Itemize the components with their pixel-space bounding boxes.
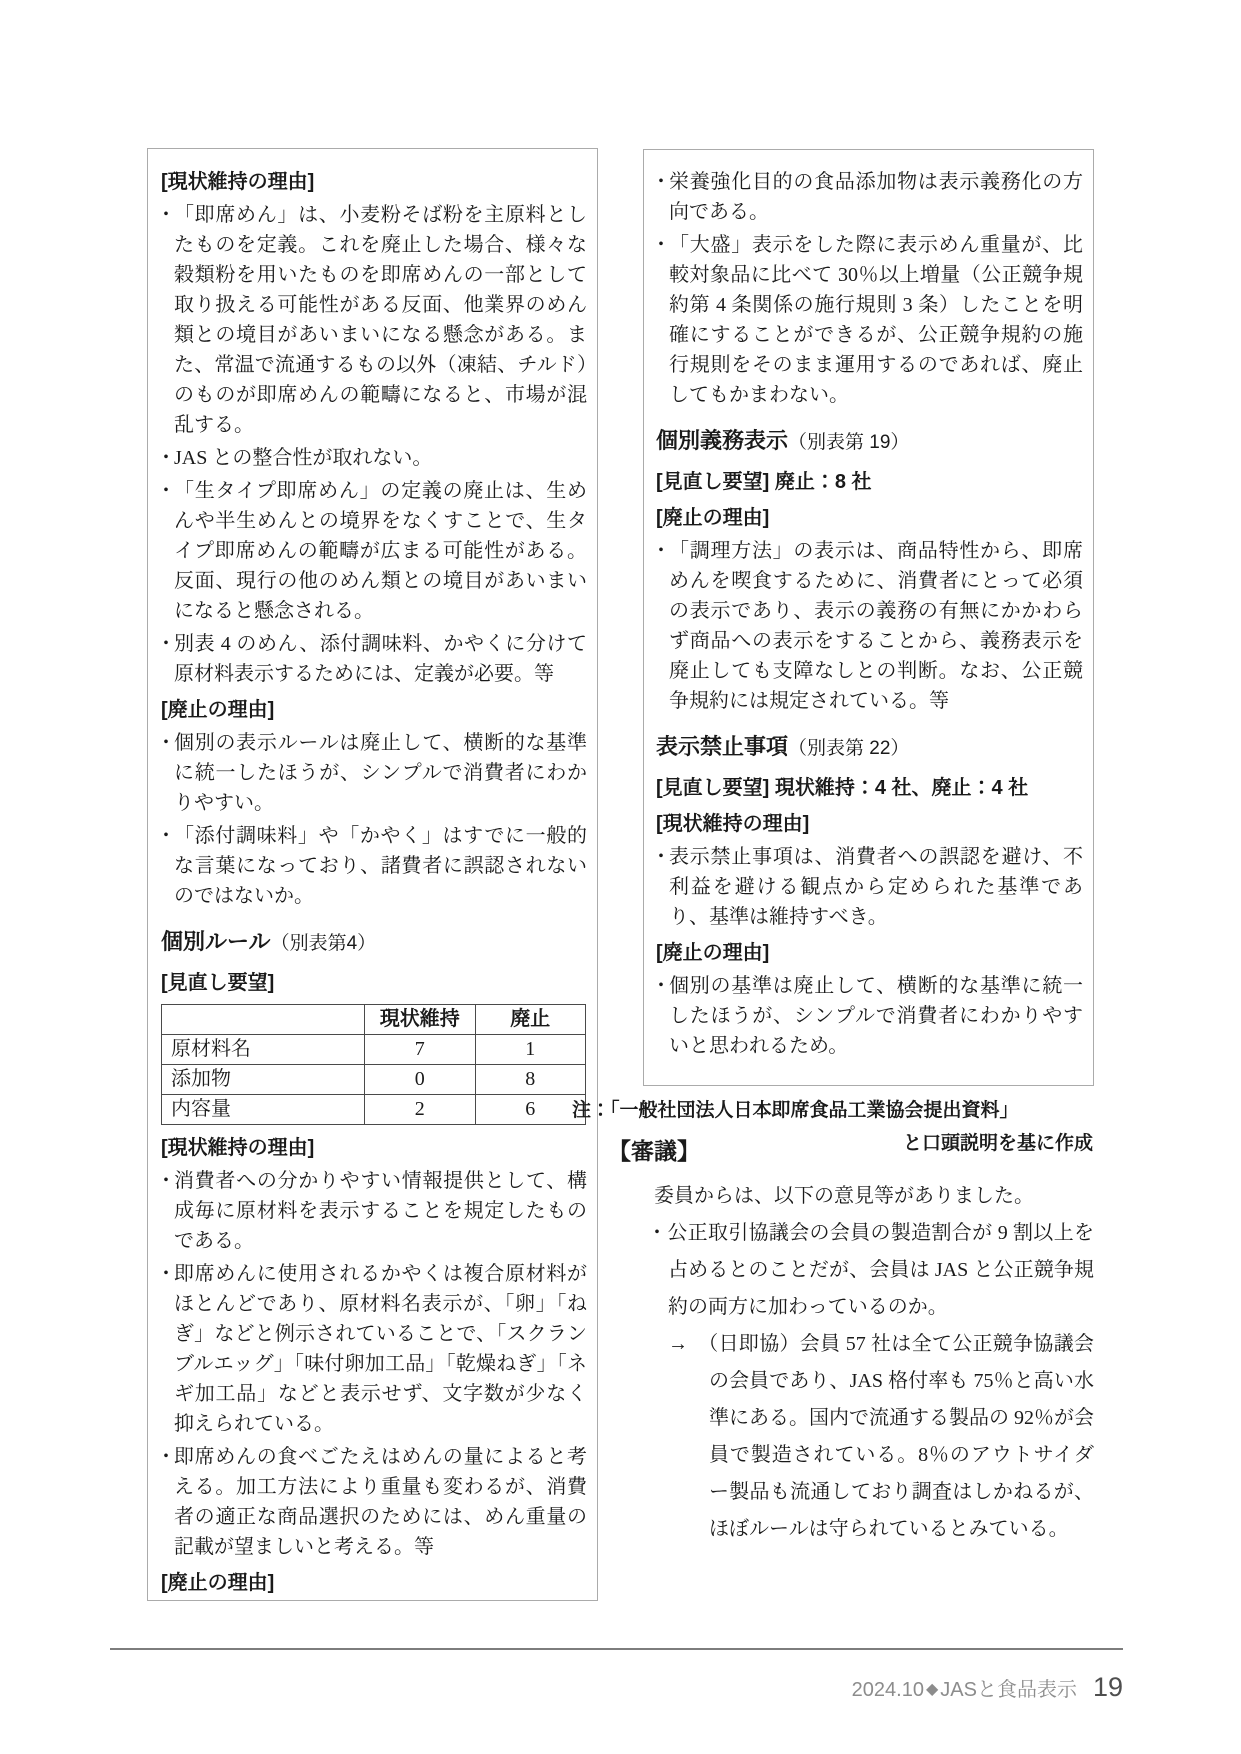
bracket-header: [廃止の理由] [656,507,770,529]
source-note-line1: 注：「一般社団法人日本即席食品工業協会提出資料」 [572,1100,1019,1121]
bullet-item [156,821,587,911]
bullet-text: 即席めんの食べごたえはめんの量によると考える。加工方法により重量も変わるが、消費者の適正な商品選択のためには、めん重量の記載が望ましいと考える。等 [174,1446,587,1558]
bullet-dot: ・ [651,975,671,997]
value-cell: 1 [475,1035,586,1065]
bullet-dot: ・ [156,825,176,847]
bullet-item [156,200,587,440]
table-header-cell: 現状維持 [365,1005,476,1035]
value-cell: 0 [365,1065,476,1095]
bullet-dot: ・ [156,633,176,655]
bracket-header: [見直し要望] 廃止：8 社 [656,471,872,493]
bullet-dot: ・ [156,204,176,226]
section-suffix: （別表第4） [270,933,377,954]
deliberation-response [608,1326,1094,1548]
bullet-item [651,167,1083,227]
bracket-header: [現状維持の理由] [161,1137,315,1159]
bracket-header: [現状維持の理由] [656,813,810,835]
section-title: 表示禁止事項 [656,734,789,759]
bullet-item [156,1259,587,1439]
value-cell: 2 [365,1095,476,1125]
bracket-header: [見直し要望] 現状維持：4 社、廃止：4 社 [656,777,1029,799]
bullet-text: 表示禁止事項は、消費者への誤認を避け、不利益を避ける観点から定められた基準であり、基準は維持すべき。 [669,846,1083,928]
bracket-header: [廃止の理由] [161,699,275,721]
bullet-dot: ・ [651,234,671,256]
deliberation-intro: 委員からは、以下の意見等がありました。 [654,1185,1034,1207]
bullet-item [156,443,587,473]
footer-publication: JASと食品表示 [940,1679,1077,1701]
bullet-text: 個別の基準は廃止して、横断的な基準に統一したほうが、シンプルで消費者にわかりやすいと思われるため。 [669,975,1083,1057]
bullet-text: 別表 4 のめん、添付調味料、かやくに分けて原材料表示するためには、定義が必要。等 [174,633,587,685]
bullet-dot: ・ [156,447,176,469]
bullet-text: 栄養強化目的の食品添加物は表示義務化の方向である。 [669,171,1083,223]
section-suffix: （別表第 19） [788,432,910,453]
bracket-header: [見直し要望] [161,972,275,994]
section-title: 個別義務表示 [656,428,789,453]
bracket-header: [廃止の理由] [161,1572,275,1594]
bullet-dot: ・ [651,846,671,868]
table-row [162,1065,586,1095]
bullet-text: 個別の表示ルールは廃止して、横断的な基準に統一したほうが、シンプルで消費者にわかりやすい。 [174,732,587,814]
section-header [656,424,1083,461]
bullet-text: 即席めんに使用されるかやくは複合原材料がほとんどであり、原材料名表示が、「卵」「ねぎ」などと例示されていることで、「スクランブルエッグ」「味付卵加工品」「乾燥ねぎ」「ネギ加工品」などと表示せず、文字数が少なく抑えられている。 [174,1263,587,1435]
bullet-text: JAS との整合性が取れない。 [174,447,433,469]
bracket-header: [廃止の理由] [656,942,770,964]
bullet-item [156,1166,587,1256]
bullet-text: 「調理方法」の表示は、商品特性から、即席めんを喫食するために、消費者にとって必須の表示であり、表示の義務の有無にかかわらず商品への表示をすることから、義務表示を廃止しても支障なしとの判断。なお、公正競争規約には規定されている。等 [669,540,1083,712]
bracket-header: [現状維持の理由] [161,171,315,193]
page-number: 19 [1092,1672,1123,1702]
bullet-text: 「即席めん」は、小麦粉そば粉を主原料としたものを定義。これを廃止した場合、様々な穀類粉を用いたものを即席めんの一部として取り扱える可能性がある反面、他業界のめん類との境目があいまいになる懸念がある。また、常温で流通するもの以外（凍結、チルド）のものが即席めんの範疇になると、市場が混乱する。 [174,204,587,436]
section-title: 個別ルール [161,929,271,954]
table-header-row [162,1005,586,1035]
deliberation-heading: 【審議】 [608,1138,700,1164]
left-excerpt-box [147,148,598,1601]
bullet-item [651,842,1083,932]
bullet-item [156,476,587,626]
bullet-item [651,230,1083,410]
section-header [656,730,1083,767]
section-suffix: （別表第 22） [788,738,910,759]
value-cell: 8 [475,1065,586,1095]
review-request-table [161,1004,586,1125]
bullet-item [156,629,587,689]
deliberation-bullet-text: 公正取引協議会の会員の製造割合が 9 割以上を占めるとのことだが、会員は JAS と公正競争規約の両方に加わっているのか。 [667,1222,1095,1318]
table-row [162,1035,586,1065]
table-header-cell: 廃止 [475,1005,586,1035]
value-cell: 7 [365,1035,476,1065]
section-header [161,925,587,962]
deliberation-response-text: （日即協）会員 57 社は全て公正競争協議会の会員であり、JAS 格付率も 75％と高い水準にある。国内で流通する製品の 92％が会員で製造されている。8％のアウトサイダー製品も流通しており調査はしかねるが、ほぼルールは守られているとみている。 [698,1333,1094,1540]
bullet-dot: ・ [156,480,176,502]
bullet-text: 「生タイプ即席めん」の定義の廃止は、生めんや半生めんとの境界をなくすことで、生タイプ即席めんの範疇が広まる可能性がある。反面、現行の他のめん類との境目があいまいになると懸念される。 [174,480,587,622]
bullet-dot: ・ [651,540,671,562]
row-label-cell: 添加物 [162,1065,365,1095]
footer-rule [110,1648,1123,1650]
value-cell: 6 [475,1095,586,1125]
arrow-icon: → [668,1333,688,1355]
deliberation-bullet [608,1215,1094,1326]
deliberation-section [608,1134,1094,1548]
bullet-dot: ・ [156,1263,176,1285]
bullet-item [651,536,1083,716]
page-footer [110,1672,1123,1703]
bullet-dot: ・ [156,1446,176,1468]
bullet-dot: ・ [651,171,671,193]
bullet-item [156,1442,587,1562]
bullet-text: 消費者への分かりやすい情報提供として、構成毎に原材料を表示することを規定したものである。 [174,1170,587,1252]
diamond-icon: ◆ [925,1681,939,1698]
row-label-cell: 内容量 [162,1095,365,1125]
footer-issue: 2024.10 [851,1679,924,1701]
table-row [162,1095,586,1125]
table-header-cell [162,1005,365,1035]
bullet-text: 「大盛」表示をした際に表示めん重量が、比較対象品に比べて 30％以上増量（公正競争規約第 4 条関係の施行規則 3 条）したことを明確にすることができるが、公正競争規約の施行規則をそのまま運用するのであれば、廃止してもかまわない。 [669,234,1083,406]
bullet-item [651,971,1083,1061]
bullet-item [156,728,587,818]
row-label-cell: 原材料名 [162,1035,365,1065]
bullet-dot: ・ [156,1170,176,1192]
bullet-dot: ・ [647,1222,668,1244]
bullet-dot: ・ [156,732,176,754]
source-note-line2: と口頭説明を基に作成 [902,1133,1093,1154]
bullet-text: 「添付調味料」や「かやく」はすでに一般的な言葉になっており、諸費者に誤認されないのではないか。 [174,825,587,907]
right-excerpt-box [643,149,1094,1086]
